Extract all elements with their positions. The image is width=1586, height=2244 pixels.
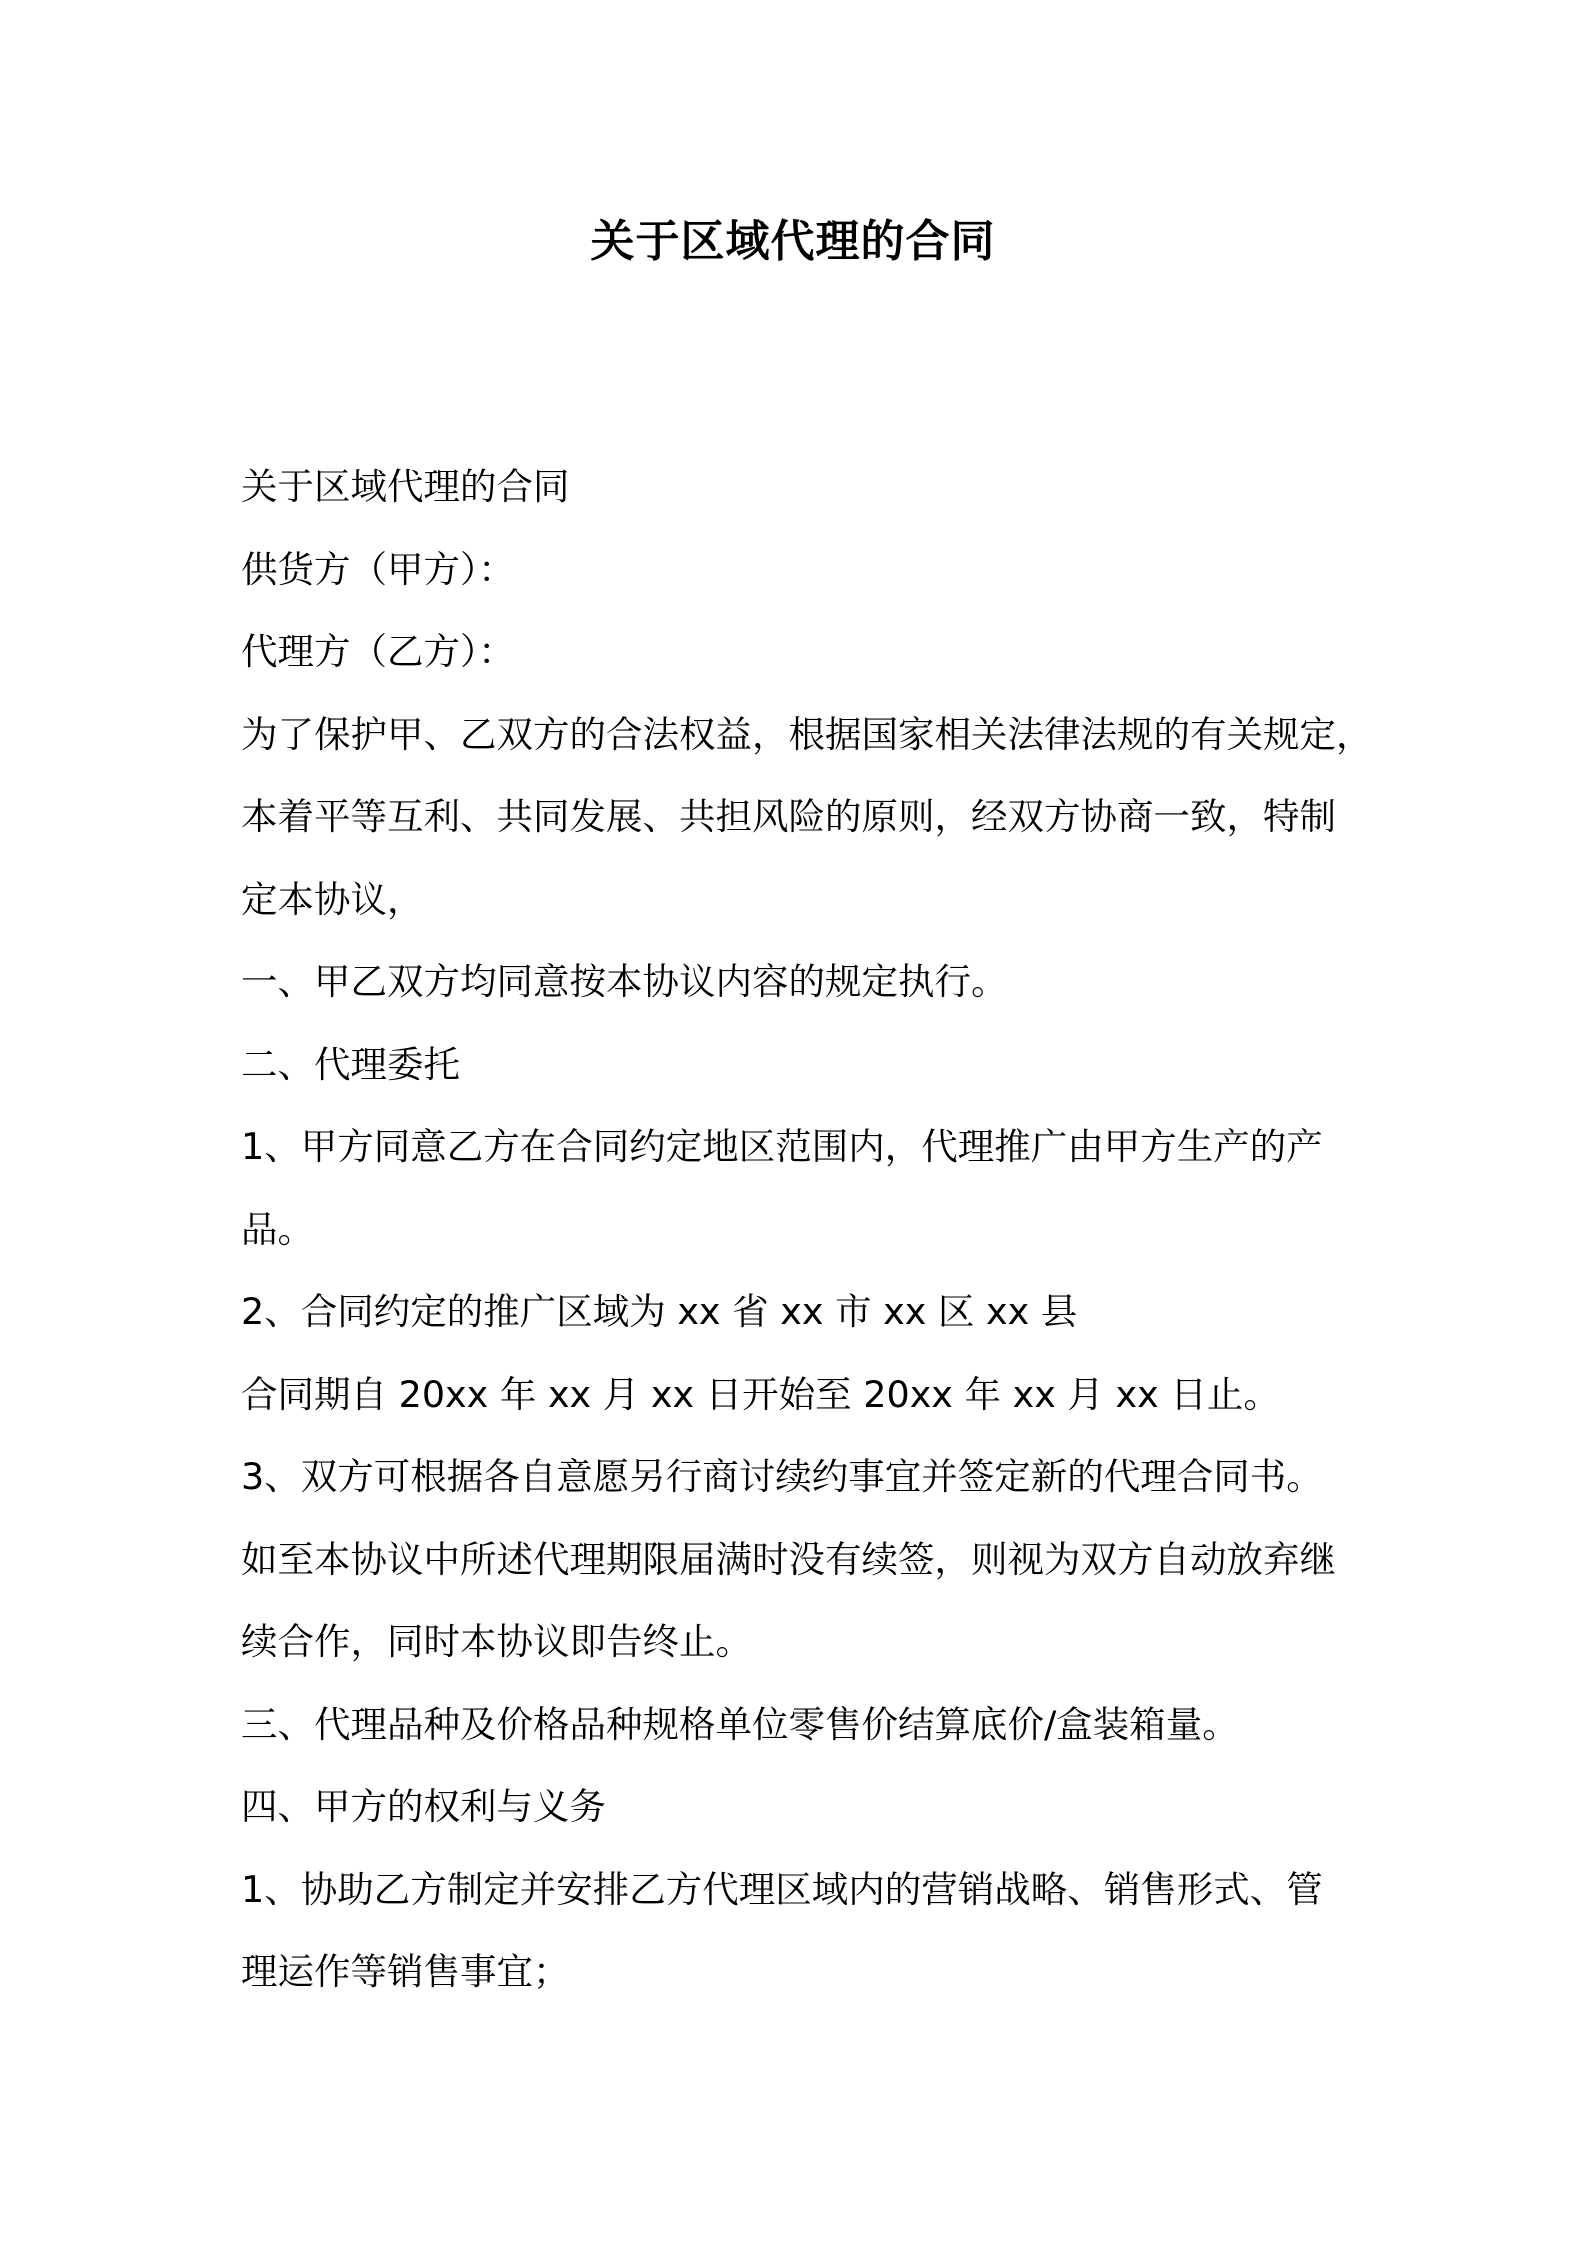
preamble-line: 为了保护甲、乙双方的合法权益，根据国家相关法律法规的有关规定， [241,712,1373,756]
clause-line: 续合作，同时本协议即告终止。 [241,1620,752,1663]
section-heading: 二、代理委托 [241,1042,460,1086]
clause-line: 理运作等销售事宜； [241,1950,570,1993]
supplier-line: 供货方（甲方）： [241,547,515,591]
clause-line: 2、合同约定的推广区域为 xx 省 xx 市 xx 区 xx 县 [241,1290,1078,1333]
document-body [241,446,1373,2014]
preamble-line: 定本协议， [241,877,424,921]
section-heading: 一、甲乙双方均同意按本协议内容的规定执行。 [241,960,1008,1003]
contract-heading-line: 关于区域代理的合同 [241,465,570,508]
preamble-line: 本着平等互利、共同发展、共担风险的原则，经双方协商一致，特制 [241,795,1336,838]
clause-line: 3、双方可根据各自意愿另行商讨续约事宜并签定新的代理合同书。 [241,1455,1323,1498]
section-heading: 三、代理品种及价格品种规格单位零售价结算底价/盒装箱量。 [241,1702,1239,1746]
clause-line: 1、甲方同意乙方在合同约定地区范围内，代理推广由甲方生产的产 [241,1125,1323,1168]
section-heading: 四、甲方的权利与义务 [241,1785,606,1828]
agent-line: 代理方（乙方）： [241,630,515,673]
clause-line: 如至本协议中所述代理期限届满时没有续签，则视为双方自动放弃继 [241,1537,1336,1581]
clause-line: 合同期自 20xx 年 xx 月 xx 日开始至 20xx 年 xx 月 xx 日止。 [241,1372,1280,1416]
clause-line: 1、协助乙方制定并安排乙方代理区域内的营销战略、销售形式、管 [241,1867,1323,1911]
document-title: 关于区域代理的合同 [590,216,996,267]
clause-line: 品。 [241,1207,314,1251]
